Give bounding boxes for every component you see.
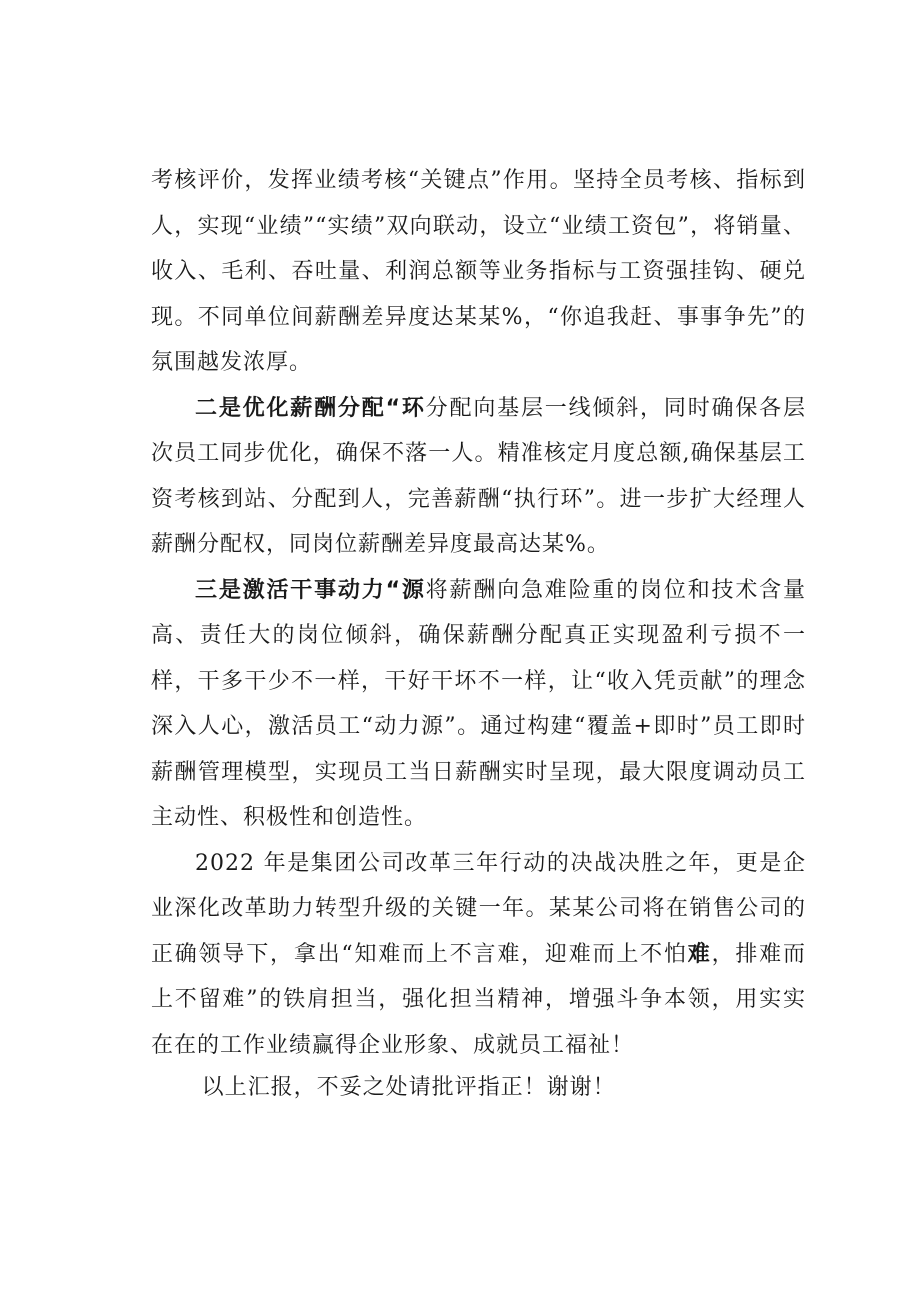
paragraph-text: 分配向基层一线倾斜，同时确保各层次员工同步优化，确保不落一人。精准核定月度总额,确保基层工资考核到站、分配到人，完善薪酬“执行环”。进一步扩大经理人薪酬分配权，同岗位薪酬差异度最高达某%。 xyxy=(151,395,806,557)
paragraph-lead: 二是优化薪酬分配“环 xyxy=(195,395,426,421)
paragraph-salary-distribution xyxy=(151,386,806,568)
paragraph-text-before: 2022 年是集团公司改革三年行动的决战决胜之年，更是企业深化改革助力转型升级的关键一年。某某公司将在销售公司的正确领导下，拿出“知难而上不言难，迎难而上不怕 xyxy=(151,850,806,967)
paragraph-text: 考核评价，发挥业绩考核“关键点”作用。坚持全员考核、指标到人，实现“业绩”“实绩”双向联动，设立“业绩工资包”，将销量、收入、毛利、吞吐量、利润总额等业务指标与工资强挂钩、硬兑现。不同单位间薪酬差异度达某某%，“你追我赶、事事争先”的氛围越发浓厚。 xyxy=(151,168,806,375)
document-body xyxy=(151,158,806,1108)
paragraph-text-after: ，排难而上不留难”的铁肩担当，强化担当精神，增强斗争本领，用实实在在的工作业绩赢得企业形象、成就员工福祉！ xyxy=(151,941,806,1058)
paragraph-lead: 三是激活干事动力“源 xyxy=(195,577,426,603)
paragraph-bold-char: 难 xyxy=(687,941,712,967)
closing-remark xyxy=(151,1068,806,1108)
closing-text: 以上汇报，不妥之处请批评指正！谢谢！ xyxy=(201,1075,616,1100)
paragraph-motivation xyxy=(151,568,806,841)
paragraph-performance-evaluation xyxy=(151,158,806,386)
paragraph-text: 将薪酬向急难险重的岗位和技术含量高、责任大的岗位倾斜，确保薪酬分配真正实现盈利亏损不一样，干多干少不一样，干好干坏不一样，让“收入凭贡献”的理念深入人心，激活员工“动力源”。通过构建“覆盖+即时”员工即时薪酬管理模型，实现员工当日薪酬实时呈现，最大限度调动员工主动性、积极性和创造性。 xyxy=(151,577,806,830)
paragraph-2022-outlook xyxy=(151,841,806,1069)
